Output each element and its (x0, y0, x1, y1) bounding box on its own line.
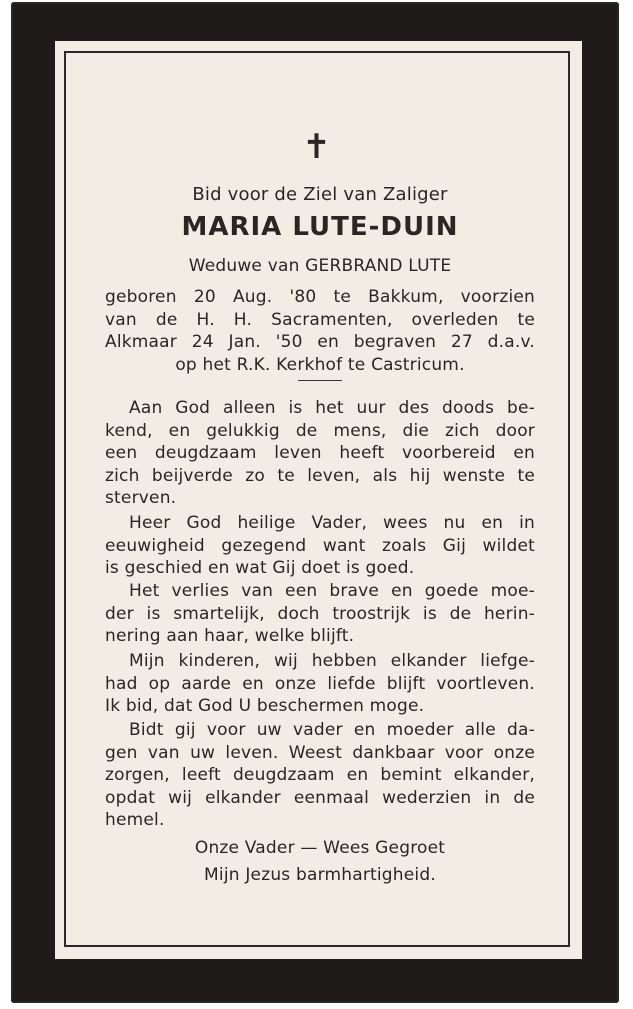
cross-icon: ✝ (302, 127, 331, 167)
paragraph-line: gen van uw leven. Weest dankbaar voor onze (105, 742, 535, 763)
paragraph-line: sterven. (105, 488, 177, 508)
deceased-name: MARIA LUTE-DUIN (181, 212, 459, 242)
divider (298, 380, 342, 381)
paragraph-line: Bidt gij voor uw vader en moeder alle da- (129, 720, 535, 740)
paragraph-1 (105, 397, 535, 510)
paragraph-line: is geschied en wat Gij doet is goed. (105, 558, 415, 578)
paragraph-line: Mijn kinderen, wij hebben elkander liefge- (129, 651, 535, 671)
bio-line: geboren 20 Aug. '80 te Bakkum, voorzien (105, 287, 535, 307)
biography-block (105, 286, 535, 376)
paragraph-line: Het verlies van een brave en goede moe- (129, 581, 535, 601)
paragraph-5 (105, 719, 535, 832)
paragraph-line: Aan God alleen is het uur des doods be- (129, 398, 535, 418)
paragraph-4 (105, 650, 535, 718)
paragraph-line: een deugdzaam leven heeft voorbereid en (105, 443, 535, 463)
bio-line: op het R.K. Kerkhof te Castricum. (175, 354, 465, 375)
bio-line: van de H. H. Sacramenten, overleden te (105, 309, 535, 330)
prayer-heading: Bid voor de Ziel van Zaliger (192, 184, 448, 205)
paragraph-line: opdat wij elkander eenmaal wederzien in de (105, 787, 535, 808)
bio-line: Alkmaar 24 Jan. '50 en begraven 27 d.a.v. (105, 332, 535, 352)
paragraph-line: zorgen, leeft deugdzaam en bemint elkander, (105, 765, 535, 785)
widow-line: Weduwe van GERBRAND LUTE (188, 256, 452, 276)
paragraph-2 (105, 512, 535, 580)
paragraph-line: kend, en gelukkig de mens, die zich door (105, 420, 535, 441)
closing-prayer-line: Onze Vader — Wees Gegroet (194, 838, 446, 858)
paragraph-line: der is smartelijk, doch troostrijk is de herin- (105, 603, 535, 624)
paragraph-line: nering aan haar, welke blijft. (105, 626, 355, 646)
paragraph-3 (105, 580, 535, 648)
paragraph-line: hemel. (105, 810, 165, 830)
closing-invocation-line: Mijn Jezus barmhartigheid. (204, 865, 436, 885)
paragraph-line: zich beijverde zo te leven, als hij wenste te (105, 465, 535, 486)
paragraph-line: had op aarde en onze liefde blijft voortleven. (105, 673, 535, 694)
paragraph-line: Ik bid, dat God U beschermen moge. (105, 696, 425, 716)
paragraph-line: Heer God heilige Vader, wees nu en in (129, 513, 535, 533)
paragraph-line: eeuwigheid gezegend want zoals Gij wildet (105, 535, 535, 556)
